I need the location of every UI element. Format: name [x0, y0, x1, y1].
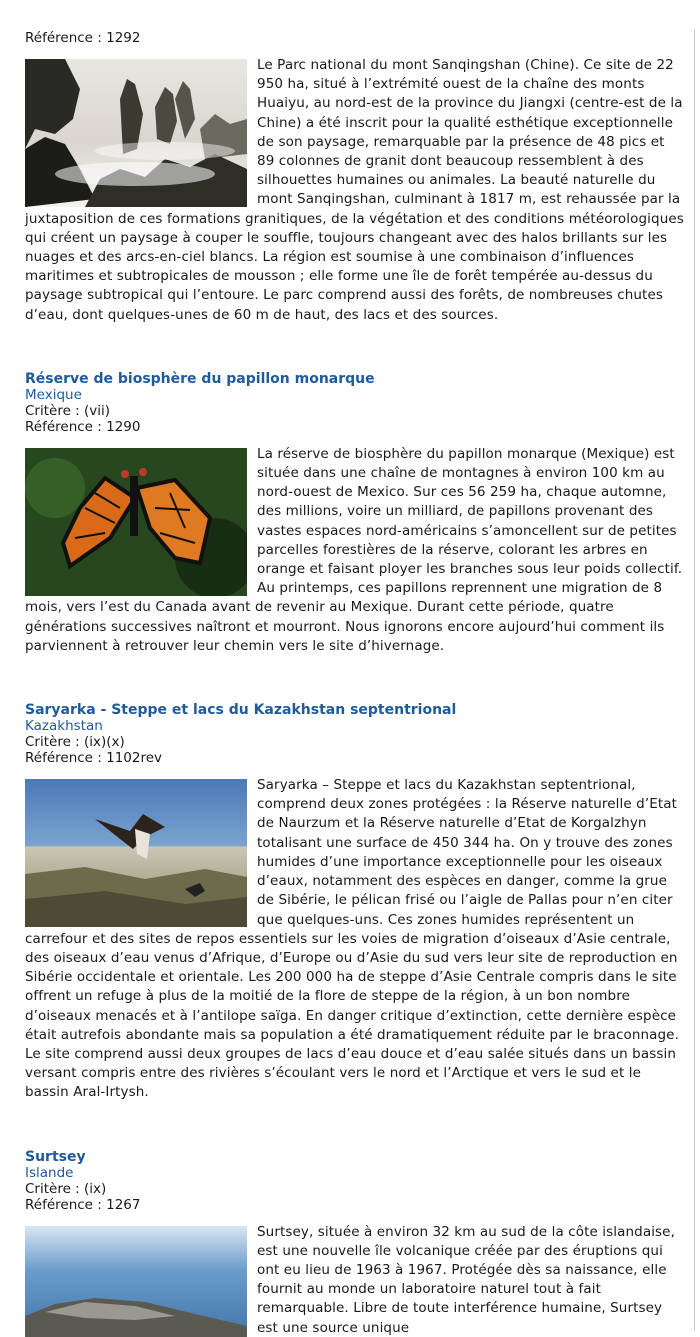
site-photo-surtsey	[25, 1226, 247, 1337]
site-reference: Référence : 1292	[25, 30, 141, 46]
site-entry-monarch	[25, 371, 685, 656]
heritage-list	[25, 30, 685, 1337]
site-country[interactable]: Mexique	[25, 386, 82, 403]
site-country[interactable]: Kazakhstan	[25, 718, 103, 735]
site-photo-sanqingshan	[25, 59, 247, 207]
site-criteria: Critère : (ix)	[25, 1180, 107, 1197]
site-entry-saryarka	[25, 702, 685, 1102]
site-description-text: Saryarka – Steppe et lacs du Kazakhstan septentrional, comprend deux zones protégées : la Réserve naturelle d’Etat de Naurzum et la Réserve naturelle d’Etat de Korgalzhyn totalisant une surface de 450 344 ha. On y trouve des zones humides d’une importance exceptionnelle pour les oiseaux d’eaux, notamment des espèces en danger, comme la grue de Sibérie, le pélican frisé ou l’aigle de Pallas pour n’en citer que quelques-uns. Ces zones humides représentent un carrefour et des sites de repos essentiels sur les voies de migration d’oiseaux d’Asie centrale, des oiseaux d’eau venus d’Afrique, d’Europe ou d’Asie du sud vers leur site de reproduction en Sibérie occidentale et orientale. Les 200 000 ha de steppe d’Asie Centrale compris dans le site offrent un refuge à plus de la moitié de la flore de steppe de la région, à un bon nombre d’oiseaux menacés et à l’antilope saïga. En danger critique d’extinction, cette dernière espèce était autrefois abondante mais sa population a été dramatiquement réduite par le braconnage. Le site comprend aussi deux groupes de lacs d’eau douce et d’eau salée situés dans un bassin versant compris entre des rivières s’écoulant vers le nord et l’Arctique et vers le sud et le bassin Aral-Irtysh.	[25, 777, 679, 1101]
site-photo-saryarka	[25, 779, 247, 927]
site-description-text: La réserve de biosphère du papillon monarque (Mexique) est située dans une chaîne de montagnes à environ 100 km au nord-ouest de Mexico. Sur ces 56 259 ha, chaque automne, des millions, voire un milliard, de papillons provenant des vastes espaces nord-américains s’amoncellent sur de petites parcelles forestières de la réserve, colorant les arbres en orange et faisant ployer les branches sous leur poids collectif. Au printemps, ces papillons reprennent une migration de 8 mois, vers l’est du Canada avant de revenir au Mexique. Durant cette période, quatre générations successives naîtront et mourront. Nous ignorons encore aujourd’hui comment ils parviennent à retrouver leur chemin vers le site d’hivernage.	[25, 445, 683, 654]
site-reference: Référence : 1267	[25, 1196, 141, 1213]
site-criteria: Critère : (ix)(x)	[25, 734, 125, 751]
site-description-block	[25, 445, 685, 656]
site-description-block	[25, 1223, 685, 1337]
site-criteria: Critère : (vii)	[25, 402, 111, 419]
site-entry-sanqingshan	[25, 30, 685, 325]
site-photo-monarch	[25, 448, 247, 596]
site-country[interactable]: Islande	[25, 1164, 74, 1181]
site-title[interactable]: Saryarka - Steppe et lacs du Kazakhstan septentrional	[25, 702, 457, 719]
site-title[interactable]: Réserve de biosphère du papillon monarque	[25, 370, 375, 387]
site-title[interactable]: Surtsey	[25, 1148, 86, 1165]
site-reference: Référence : 1102rev	[25, 750, 163, 767]
site-description-text: Surtsey, située à environ 32 km au sud de la côte islandaise, est une nouvelle île volcanique créée par des éruptions qui ont eu lieu de 1963 à 1967. Protégée dès sa naissance, elle fournit au monde un laboratoire naturel tout à fait remarquable. Libre de toute interférence humaine, Surtsey est une source unique	[257, 1223, 675, 1336]
site-description-block	[25, 56, 685, 325]
site-reference: Référence : 1290	[25, 418, 141, 435]
site-entry-surtsey	[25, 1149, 685, 1337]
page-edge-rule	[694, 30, 695, 1330]
site-description-block	[25, 776, 685, 1102]
site-description-text: Le Parc national du mont Sanqingshan (Chine). Ce site de 22 950 ha, situé à l’extrémité ouest de la chaîne des monts Huaiyu, au nord-est de la province du Jiangxi (centre-est de la Chine) a été inscrit pour la qualité esthétique exceptionnelle de son paysage, remarquable par la présence de 48 pics et 89 colonnes de granit dont beaucoup ressemblent à des silhouettes humaines ou animales. La beauté naturelle du mont Sanqingshan, culminant à 1817 m, est rehaussée par la juxtaposition de ces formations granitiques, de la végétation et des conditions météorologiques qui créent un paysage à couper le souffle, toujours changeant avec des halos brillants sur les nuages et des arcs-en-ciel blancs. La région est soumise à une combinaison d’influences maritimes et subtropicales de mousson ; elle forme une île de forêt tempérée au-dessus du paysage subtropical qui l’entoure. Le parc comprend aussi des forêts, de nombreuses chutes d’eau, dont quelques-unes de 60 m de haut, des lacs et des sources.	[25, 57, 684, 323]
